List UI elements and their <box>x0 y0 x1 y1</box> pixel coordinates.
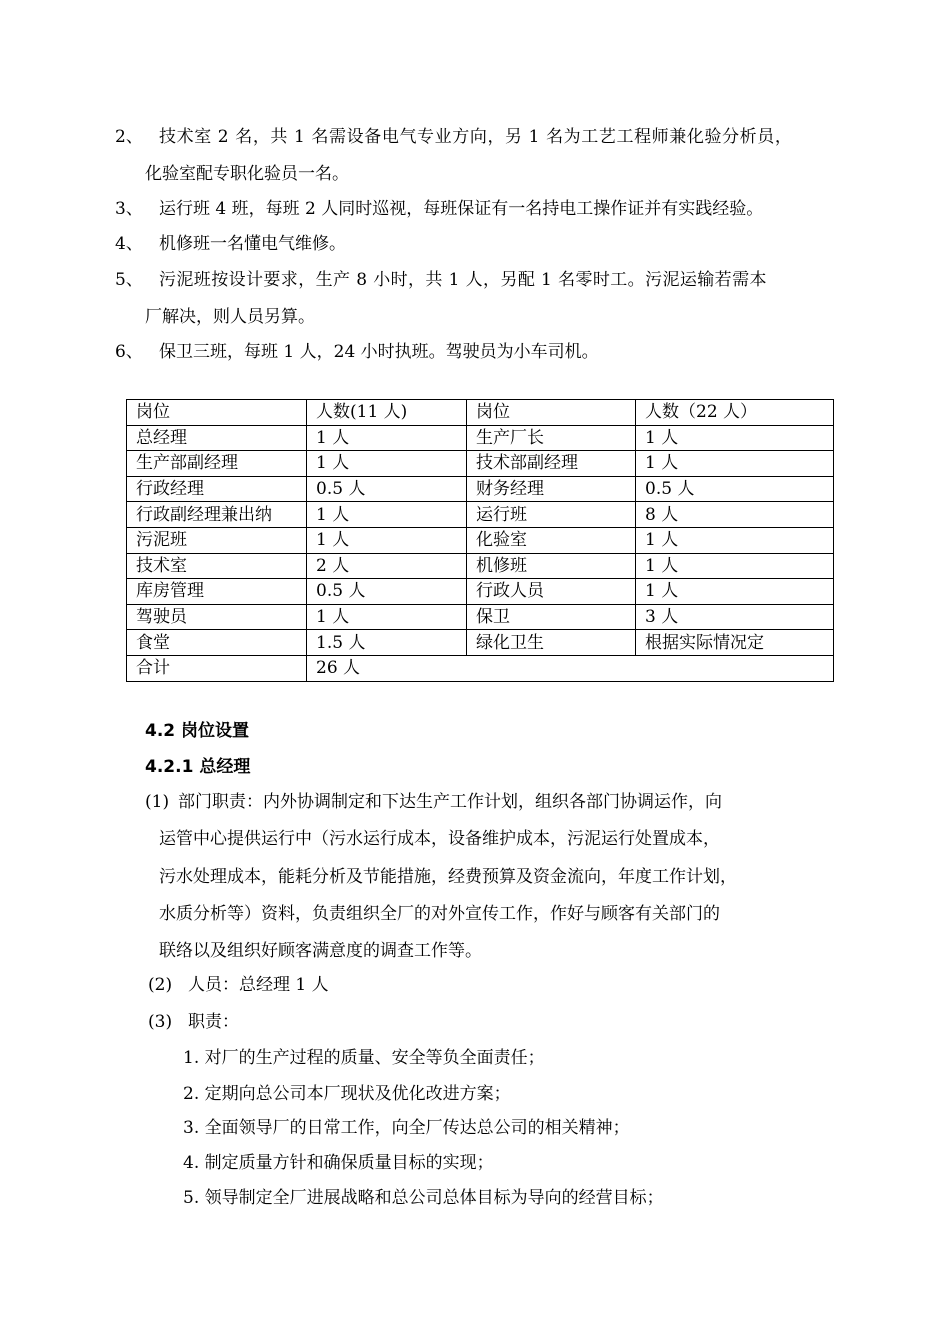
table-row <box>127 527 834 553</box>
table-cell: 行政人员 <box>467 579 636 605</box>
table-cell: 技术部副经理 <box>467 451 636 477</box>
table-cell: 根据实际情况定 <box>636 630 834 656</box>
table-cell: 1 人 <box>307 425 467 451</box>
list-item-text: 技术室 2 名，共 1 名需设备电气专业方向，另 1 名为工艺工程师兼化验分析员， <box>159 127 793 147</box>
duty-item: 3. 全面领导厂的日常工作，向全厂传达总公司的相关精神； <box>183 1118 630 1138</box>
table-row <box>127 553 834 579</box>
table-cell: 1 人 <box>636 451 834 477</box>
subsection-heading: 4.2.1 总经理 <box>145 757 251 777</box>
total-value: 26 人 <box>307 655 834 681</box>
header-cell: 人数（22 人） <box>636 400 834 426</box>
table-cell: 1 人 <box>307 527 467 553</box>
table-row <box>127 502 834 528</box>
table-cell: 机修班 <box>467 553 636 579</box>
table-cell: 化验室 <box>467 527 636 553</box>
list-number: 6、 <box>115 342 143 362</box>
table-header-row <box>127 400 834 426</box>
paragraph-line: 运管中心提供运行中（污水运行成本，设备维护成本，污泥运行处置成本， <box>159 829 720 849</box>
table-row <box>127 451 834 477</box>
paragraph-line: 污水处理成本，能耗分析及节能措施，经费预算及资金流向，年度工作计划， <box>159 867 737 887</box>
table-cell: 驾驶员 <box>127 604 307 630</box>
table-cell: 8 人 <box>636 502 834 528</box>
list-item-text: 厂解决，则人员另算。 <box>145 307 315 327</box>
header-cell: 岗位 <box>127 400 307 426</box>
list-number: 4、 <box>115 234 143 254</box>
table-cell: 技术室 <box>127 553 307 579</box>
table-cell: 1 人 <box>636 553 834 579</box>
table-cell: 0.5 人 <box>636 476 834 502</box>
duty-item: 1. 对厂的生产过程的质量、安全等负全面责任； <box>183 1048 545 1068</box>
list-item-text: 机修班一名懂电气维修。 <box>159 234 346 254</box>
item-number: (1) <box>145 792 170 812</box>
list-number: 2、 <box>115 127 143 147</box>
table-cell: 运行班 <box>467 502 636 528</box>
list-item-text: 化验室配专职化验员一名。 <box>145 164 349 184</box>
duty-item: 5. 领导制定全厂进展战略和总公司总体目标为导向的经营目标； <box>183 1188 664 1208</box>
table-cell: 0.5 人 <box>307 476 467 502</box>
header-cell: 人数(11 人) <box>307 400 467 426</box>
table-cell: 3 人 <box>636 604 834 630</box>
table-row <box>127 425 834 451</box>
table-cell: 绿化卫生 <box>467 630 636 656</box>
list-item-text: 污泥班按设计要求，生产 8 小时，共 1 人，另配 1 名零时工。污泥运输若需本 <box>159 270 767 290</box>
duty-item: 4. 制定质量方针和确保质量目标的实现； <box>183 1153 494 1173</box>
table-cell: 0.5 人 <box>307 579 467 605</box>
table-total-row <box>127 655 834 681</box>
staffing-table <box>126 399 834 682</box>
table-cell: 保卫 <box>467 604 636 630</box>
table-cell: 财务经理 <box>467 476 636 502</box>
item-number: (2) <box>148 975 173 995</box>
table-row <box>127 579 834 605</box>
table-row <box>127 476 834 502</box>
list-item-text: 保卫三班，每班 1 人，24 小时执班。驾驶员为小车司机。 <box>159 342 599 362</box>
table-cell: 食堂 <box>127 630 307 656</box>
duties-label: 职责： <box>188 1012 239 1032</box>
duty-item: 2. 定期向总公司本厂现状及优化改进方案； <box>183 1084 511 1104</box>
table-cell: 行政副经理兼出纳 <box>127 502 307 528</box>
table-cell: 库房管理 <box>127 579 307 605</box>
section-heading: 4.2 岗位设置 <box>145 721 250 741</box>
table-cell: 1 人 <box>307 502 467 528</box>
personnel-line: 人员：总经理 1 人 <box>188 975 329 995</box>
table-row <box>127 604 834 630</box>
table-cell: 1 人 <box>636 425 834 451</box>
table-cell: 1 人 <box>636 579 834 605</box>
paragraph-line: 水质分析等）资料，负责组织全厂的对外宣传工作，作好与顾客有关部门的 <box>159 904 720 924</box>
total-label: 合计 <box>127 655 307 681</box>
table-cell: 生产厂长 <box>467 425 636 451</box>
list-number: 3、 <box>115 199 143 219</box>
item-number: (3) <box>148 1012 173 1032</box>
table-cell: 生产部副经理 <box>127 451 307 477</box>
table-cell: 1 人 <box>307 604 467 630</box>
table-row <box>127 630 834 656</box>
table-cell: 1 人 <box>307 451 467 477</box>
header-cell: 岗位 <box>467 400 636 426</box>
table-cell: 污泥班 <box>127 527 307 553</box>
table-cell: 2 人 <box>307 553 467 579</box>
table-cell: 1.5 人 <box>307 630 467 656</box>
list-number: 5、 <box>115 270 143 290</box>
table-cell: 1 人 <box>636 527 834 553</box>
table-cell: 行政经理 <box>127 476 307 502</box>
paragraph-line: 部门职责：内外协调制定和下达生产工作计划，组织各部门协调运作，向 <box>178 792 722 812</box>
list-item-text: 运行班 4 班，每班 2 人同时巡视，每班保证有一名持电工操作证并有实践经验。 <box>159 199 764 219</box>
paragraph-line: 联络以及组织好顾客满意度的调查工作等。 <box>159 941 482 961</box>
table-cell: 总经理 <box>127 425 307 451</box>
